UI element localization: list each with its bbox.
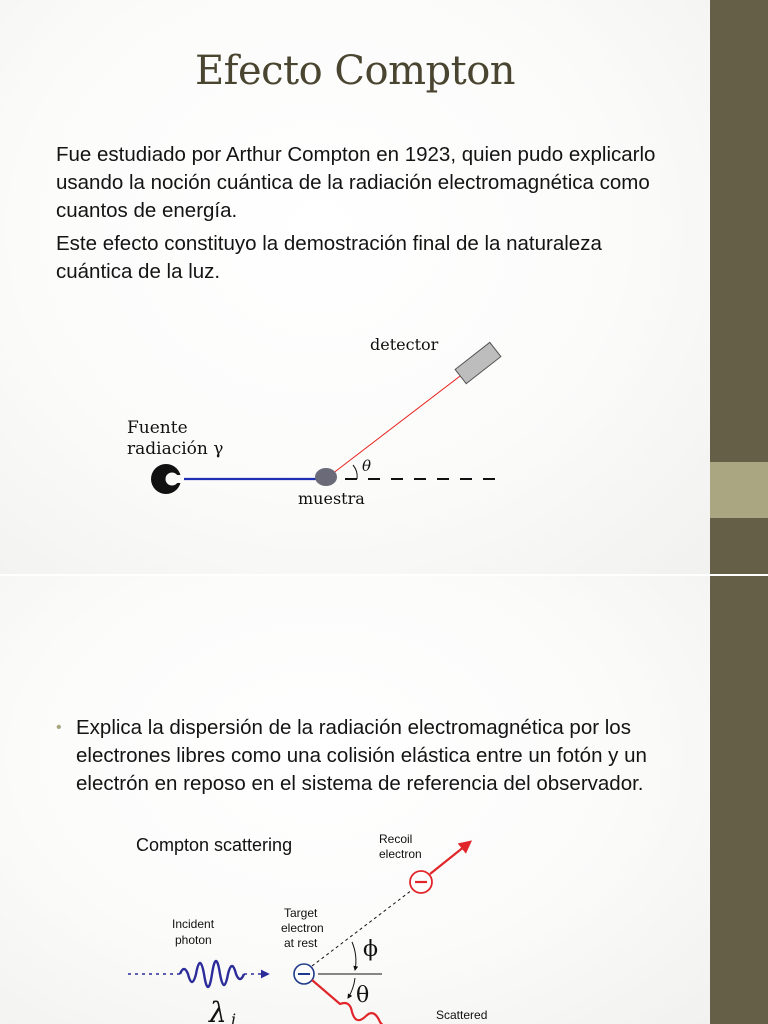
sidebar-accent-block: [710, 462, 768, 518]
diagram-title: Compton scattering: [136, 835, 293, 855]
incident-label-line2: photon: [175, 933, 212, 947]
slide1-sidebar: [710, 0, 768, 574]
sample-icon: [315, 468, 337, 486]
sample-label: muestra: [298, 489, 365, 508]
incident-label-line1: Incident: [172, 917, 215, 931]
angle-label: θ: [362, 457, 372, 475]
phi-arc: [352, 942, 356, 970]
recoil-arrow: [430, 842, 470, 874]
detector-label: detector: [370, 335, 439, 354]
recoil-path: [312, 890, 412, 966]
detector-icon: [455, 342, 501, 383]
scattered-photon-wave: [312, 980, 390, 1024]
theta-label: θ: [356, 983, 370, 1008]
conclusion-paragraph: Este efecto constituyo la demostración final de la naturaleza cuántica de la luz.: [56, 232, 602, 283]
radiation-source-icon: [151, 464, 188, 494]
scattered-label: Scattered: [436, 1008, 488, 1022]
target-label-line1: Target: [284, 906, 318, 920]
lambda-subscript: i: [231, 1010, 237, 1024]
phi-label: ϕ: [363, 937, 378, 962]
target-electron-icon: [294, 964, 314, 984]
slide-2: [0, 576, 710, 1024]
slide-title: Efecto Compton: [194, 48, 516, 94]
compton-experiment-diagram: [0, 320, 710, 520]
bullet-text: Explica la dispersión de la radiación electromagnética por los electrones libres como una colisión elástica entre un fotón y un electrón en reposo en el sistema de referencia del observador.: [76, 716, 647, 795]
lambda-label: λ: [209, 996, 227, 1024]
intro-paragraph: Fue estudiado por Arthur Compton en 1923, quien pudo explicarlo usando la noción cuántica de la radiación electromagnética como cuantos de energía.: [56, 143, 656, 222]
source-label-line1: Fuente: [127, 418, 188, 438]
scattered-beam: [332, 370, 468, 474]
recoil-label-line1: Recoil: [379, 832, 413, 846]
target-label-line2: electron: [281, 921, 324, 935]
recoil-electron-icon: [410, 871, 432, 893]
target-label-line3: at rest: [284, 936, 318, 950]
angle-arc: [353, 465, 357, 479]
theta-arc: [348, 978, 355, 998]
compton-scattering-diagram: [0, 826, 710, 1024]
incident-photon-wave: [180, 961, 244, 987]
source-label-line2: radiación γ: [127, 439, 224, 459]
bullet-item: [56, 714, 676, 798]
bullet-marker: •: [56, 719, 62, 736]
recoil-label-line2: electron: [379, 847, 422, 861]
slide2-sidebar: [710, 576, 768, 1024]
